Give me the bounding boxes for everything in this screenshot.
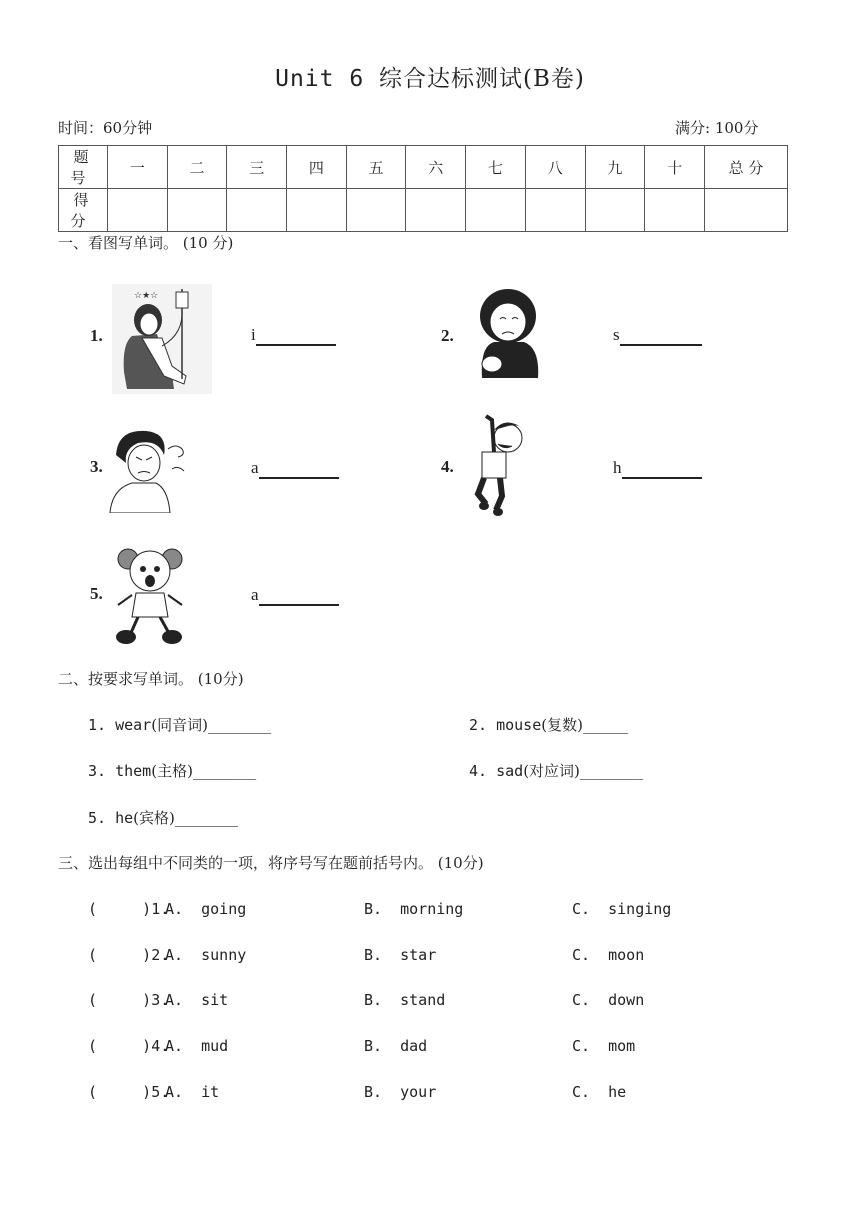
title-main: 综合达标测试(B卷) xyxy=(379,66,585,92)
answer-line xyxy=(256,344,336,346)
sad-girl-illustration xyxy=(472,286,547,378)
s2-item2-number: 2. xyxy=(469,716,488,734)
s3-item3-option-a: A. sit xyxy=(165,991,229,1009)
s2-item1-blank: _______ xyxy=(207,716,272,734)
s2-item3[interactable] xyxy=(88,760,256,781)
answer-line xyxy=(259,477,339,479)
section3-heading: 三、选出每组中不同类的一项，将序号写在题前括号内。 (10分) xyxy=(58,854,484,872)
score-cell[interactable] xyxy=(167,189,227,232)
s2-item3-number: 3. xyxy=(88,762,107,780)
s1-item3-answer[interactable] xyxy=(251,458,339,479)
s2-item5-word: he xyxy=(115,809,134,827)
page-title xyxy=(0,60,860,93)
score-table-header-row xyxy=(59,146,788,189)
s1-item3-number: 3. xyxy=(90,457,103,476)
s2-item2-hint: (复数) xyxy=(541,716,583,734)
s2-item1-word: wear xyxy=(115,716,152,734)
s1-item1-answer[interactable] xyxy=(251,325,336,346)
s3-item5-option-a: A. it xyxy=(165,1083,220,1101)
score-cell[interactable] xyxy=(108,189,168,232)
s3-item2-paren[interactable]: ( )2. xyxy=(88,946,170,964)
s2-item4-word: sad xyxy=(496,762,524,780)
s1-item2-number: 2. xyxy=(441,326,454,345)
s3-item2-option-a: A. sunny xyxy=(165,946,247,964)
score-cell[interactable] xyxy=(585,189,645,232)
answer-line xyxy=(622,477,702,479)
col-8: 八 xyxy=(525,146,585,189)
title-unit: Unit 6 xyxy=(275,66,380,92)
score-label: 满分: 100分 xyxy=(675,119,759,137)
s2-item3-word: them xyxy=(115,762,152,780)
row-label-score: 得分 xyxy=(59,189,108,232)
s1-item2-letter: s xyxy=(613,325,620,344)
s1-item2-answer[interactable] xyxy=(613,325,702,346)
s3-item2-option-c: C. moon xyxy=(572,946,645,964)
time-label: 时间：60分钟 xyxy=(58,119,153,137)
s2-item5-blank: _______ xyxy=(174,809,239,827)
s2-item2[interactable] xyxy=(469,714,628,735)
s2-item1[interactable] xyxy=(88,714,271,735)
s3-item2-option-b: B. star xyxy=(364,946,437,964)
col-10: 十 xyxy=(645,146,705,189)
s3-item5-option-b: B. your xyxy=(364,1083,437,1101)
score-cell[interactable] xyxy=(406,189,466,232)
sick-girl-iv-illustration xyxy=(112,284,212,394)
scared-girl-illustration xyxy=(112,545,188,645)
s2-item2-word: mouse xyxy=(496,716,542,734)
answer-line xyxy=(620,344,702,346)
s3-item1-paren[interactable]: ( )1. xyxy=(88,900,170,918)
s2-item5-hint: (宾格) xyxy=(133,809,175,827)
section1-heading: 一、看图写单词。 (10 分) xyxy=(58,234,234,252)
col-total: 总 分 xyxy=(705,146,788,189)
s3-item3-paren[interactable]: ( )3. xyxy=(88,991,170,1009)
score-cell[interactable] xyxy=(287,189,347,232)
s1-item1-letter: i xyxy=(251,325,256,344)
s2-item3-hint: (主格) xyxy=(151,762,193,780)
s1-item5-letter: a xyxy=(251,585,259,604)
s2-item1-number: 1. xyxy=(88,716,107,734)
row-label-question: 题号 xyxy=(59,146,108,189)
s3-item4-option-b: B. dad xyxy=(364,1037,428,1055)
score-cell[interactable] xyxy=(227,189,287,232)
s3-item1-option-b: B. morning xyxy=(364,900,464,918)
score-cell[interactable] xyxy=(466,189,526,232)
s2-item5-number: 5. xyxy=(88,809,107,827)
s2-item5[interactable] xyxy=(88,807,238,828)
s1-item3-letter: a xyxy=(251,458,259,477)
s3-item4-option-c: C. mom xyxy=(572,1037,636,1055)
score-cell[interactable] xyxy=(525,189,585,232)
score-cell-total[interactable] xyxy=(705,189,788,232)
s3-item5-option-c: C. he xyxy=(572,1083,627,1101)
col-6: 六 xyxy=(406,146,466,189)
score-cell[interactable] xyxy=(645,189,705,232)
s2-item2-blank: _____ xyxy=(582,716,629,734)
s3-item3-option-c: C. down xyxy=(572,991,645,1009)
col-9: 九 xyxy=(585,146,645,189)
s1-item5-number: 5. xyxy=(90,584,103,603)
s2-item4[interactable] xyxy=(469,760,643,781)
s2-item4-number: 4. xyxy=(469,762,488,780)
col-3: 三 xyxy=(227,146,287,189)
col-5: 五 xyxy=(346,146,406,189)
col-1: 一 xyxy=(108,146,168,189)
s3-item4-paren[interactable]: ( )4. xyxy=(88,1037,170,1055)
s3-item5-paren[interactable]: ( )5. xyxy=(88,1083,170,1101)
answer-line xyxy=(259,604,339,606)
jumping-boy-illustration xyxy=(468,414,532,518)
s3-item1-option-a: A. going xyxy=(165,900,247,918)
s1-item4-answer[interactable] xyxy=(613,458,702,479)
score-table-score-row xyxy=(59,189,788,232)
s1-item5-answer[interactable] xyxy=(251,585,339,606)
s1-item4-number: 4. xyxy=(441,457,454,476)
s2-item3-blank: _______ xyxy=(192,762,257,780)
score-table xyxy=(58,145,788,232)
angry-woman-illustration xyxy=(108,425,190,513)
s1-item4-letter: h xyxy=(613,458,622,477)
score-cell[interactable] xyxy=(346,189,406,232)
col-7: 七 xyxy=(466,146,526,189)
s3-item4-option-a: A. mud xyxy=(165,1037,229,1055)
s3-item3-option-b: B. stand xyxy=(364,991,446,1009)
s3-item1-option-c: C. singing xyxy=(572,900,672,918)
svg-text:☆★☆: ☆★☆ xyxy=(134,291,159,301)
col-2: 二 xyxy=(167,146,227,189)
s1-item1-number: 1. xyxy=(90,326,103,345)
section2-heading: 二、按要求写单词。 (10分) xyxy=(58,670,244,688)
s2-item1-hint: (同音词) xyxy=(151,716,208,734)
s2-item4-hint: (对应词) xyxy=(523,762,580,780)
s2-item4-blank: _______ xyxy=(579,762,644,780)
col-4: 四 xyxy=(287,146,347,189)
